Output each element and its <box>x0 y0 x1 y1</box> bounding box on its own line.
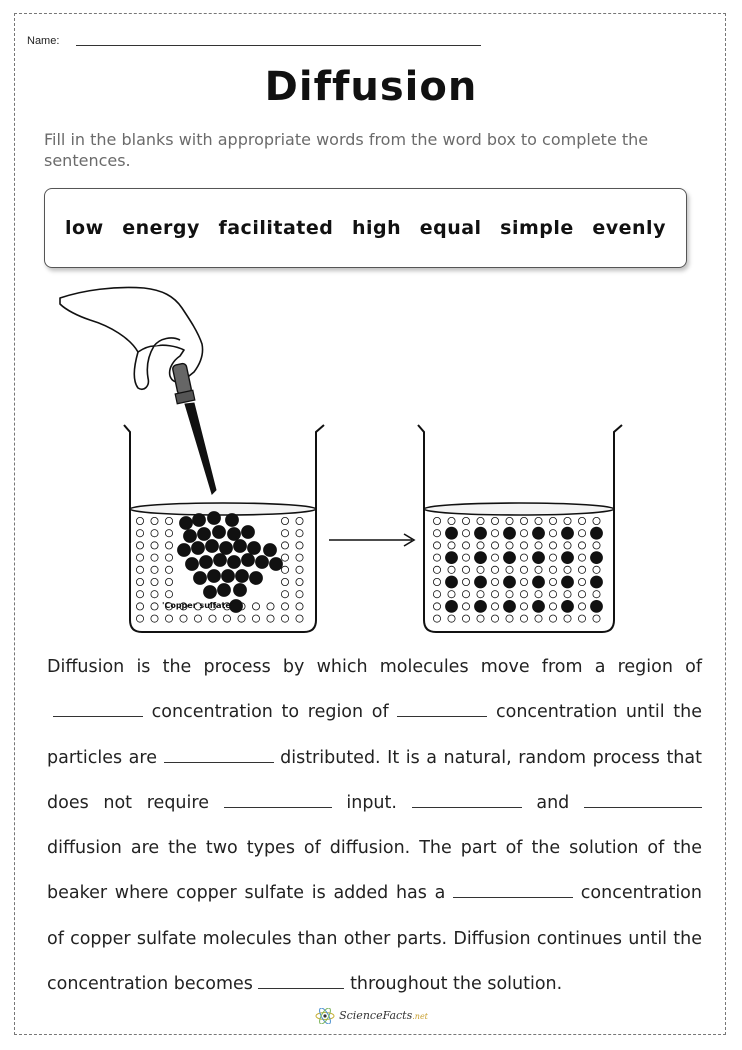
water-molecule <box>520 591 527 598</box>
copper-sulfate-particle <box>264 544 277 557</box>
sentence-part: and <box>536 792 570 813</box>
water-molecule <box>281 591 288 598</box>
water-molecule <box>281 566 288 573</box>
water-molecule <box>151 542 158 549</box>
water-molecule <box>448 591 455 598</box>
water-molecule <box>296 615 303 622</box>
copper-sulfate-particle <box>533 552 545 564</box>
footer-brand-text: ScienceFacts <box>339 1009 413 1022</box>
water-molecule <box>549 591 556 598</box>
water-molecule <box>578 578 585 585</box>
water-molecule <box>564 615 571 622</box>
word-box <box>44 188 687 268</box>
water-molecule <box>165 615 172 622</box>
water-molecule <box>564 542 571 549</box>
copper-sulfate-particle <box>562 600 574 612</box>
water-molecule <box>491 566 498 573</box>
water-molecule <box>491 554 498 561</box>
water-molecule <box>151 530 158 537</box>
water-molecule <box>578 603 585 610</box>
copper-sulfate-particle <box>214 554 227 567</box>
copper-sulfate-particle <box>228 556 241 569</box>
copper-sulfate-particle <box>250 572 263 585</box>
water-molecule <box>151 603 158 610</box>
water-molecule <box>549 530 556 537</box>
water-molecule <box>296 566 303 573</box>
copper-sulfate-particle <box>475 600 487 612</box>
copper-sulfate-particle <box>222 570 235 583</box>
water-molecule <box>462 566 469 573</box>
copper-sulfate-particle <box>213 526 226 539</box>
copper-sulfate-particle <box>193 514 206 527</box>
copper-sulfate-particle <box>194 572 207 585</box>
water-molecule <box>151 578 158 585</box>
sentence-part: concentration until the particles are <box>47 702 702 768</box>
copper-sulfate-particle <box>208 512 221 525</box>
word-evenly: evenly <box>592 217 666 239</box>
copper-sulfate-particle <box>186 558 199 571</box>
blank-4[interactable] <box>224 793 332 808</box>
water-molecule <box>151 591 158 598</box>
water-molecule <box>535 566 542 573</box>
water-molecule <box>433 566 440 573</box>
water-molecule <box>448 542 455 549</box>
water-molecule <box>165 578 172 585</box>
copper-sulfate-particle <box>533 527 545 539</box>
copper-sulfate-particle <box>236 570 249 583</box>
water-molecule <box>136 566 143 573</box>
water-molecule <box>296 578 303 585</box>
copper-sulfate-particle <box>242 554 255 567</box>
copper-sulfate-particle <box>200 556 213 569</box>
water-molecule <box>433 554 440 561</box>
water-molecule <box>433 578 440 585</box>
word-facilitated: facilitated <box>218 217 334 239</box>
name-label: Name: <box>27 35 60 47</box>
water-molecule <box>448 615 455 622</box>
water-molecule <box>136 554 143 561</box>
water-molecule <box>267 615 274 622</box>
water-molecule <box>593 566 600 573</box>
water-molecule <box>433 603 440 610</box>
water-molecule <box>491 542 498 549</box>
copper-sulfate-particle <box>248 542 261 555</box>
blank-3[interactable] <box>164 748 274 763</box>
water-molecule <box>506 591 513 598</box>
dropper-icon <box>172 363 216 494</box>
sentence-part: input. <box>346 792 397 813</box>
copper-sulfate-particle <box>591 600 603 612</box>
water-molecule <box>477 566 484 573</box>
beaker-right <box>418 425 622 632</box>
water-molecule <box>549 578 556 585</box>
instructions: Fill in the blanks with appropriate words from the word box to complete the sentences. <box>44 130 649 170</box>
water-molecule <box>477 542 484 549</box>
blank-7[interactable] <box>453 883 573 898</box>
water-molecule <box>296 517 303 524</box>
water-molecule <box>477 615 484 622</box>
copper-sulfate-particle <box>228 528 241 541</box>
water-molecule <box>520 603 527 610</box>
copper-sulfate-particle <box>218 584 231 597</box>
water-molecule <box>136 542 143 549</box>
copper-sulfate-particle <box>206 540 219 553</box>
water-molecule <box>448 566 455 573</box>
copper-sulfate-particle <box>504 552 516 564</box>
water-molecule <box>462 591 469 598</box>
word-low: low <box>65 217 104 239</box>
sentence-part: concentration of copper sulfate molecules than other parts. Diffusion continues until the concentration becomes <box>47 883 702 995</box>
water-molecule <box>151 554 158 561</box>
water-molecule <box>165 542 172 549</box>
atom-logo-icon <box>314 1008 336 1024</box>
water-molecule <box>593 591 600 598</box>
copper-sulfate-particle <box>533 600 545 612</box>
blank-2[interactable] <box>397 702 487 717</box>
copper-sulfate-label: 'Copper sulfate' <box>162 601 234 610</box>
copper-sulfate-particle <box>591 576 603 588</box>
arrow-icon <box>329 534 414 546</box>
footer-brand-suffix: .net <box>412 1012 428 1021</box>
water-molecule <box>578 615 585 622</box>
water-molecule <box>165 530 172 537</box>
copper-sulfate-particle <box>180 517 193 530</box>
water-molecule <box>520 578 527 585</box>
water-molecule <box>549 554 556 561</box>
water-molecule <box>491 615 498 622</box>
water-molecule <box>136 578 143 585</box>
water-molecule <box>520 517 527 524</box>
water-molecule <box>296 530 303 537</box>
word-equal: equal <box>419 217 482 239</box>
copper-sulfate-particle <box>234 584 247 597</box>
water-molecule <box>462 554 469 561</box>
copper-sulfate-particle <box>591 527 603 539</box>
name-field-line[interactable] <box>76 45 481 46</box>
water-molecule <box>165 566 172 573</box>
water-molecule <box>506 542 513 549</box>
word-simple: simple <box>500 217 574 239</box>
water-molecule <box>296 554 303 561</box>
copper-sulfate-particle <box>256 556 269 569</box>
water-molecule <box>462 615 469 622</box>
water-molecule <box>578 554 585 561</box>
water-molecule <box>491 530 498 537</box>
copper-sulfate-particle <box>475 576 487 588</box>
water-molecule <box>462 530 469 537</box>
water-molecule <box>462 578 469 585</box>
water-molecule <box>281 530 288 537</box>
water-molecule <box>151 517 158 524</box>
water-molecule <box>535 517 542 524</box>
water-molecule <box>593 517 600 524</box>
sentence-part: Diffusion is the process by which molecules move from a region of <box>47 657 702 677</box>
copper-sulfate-particle <box>446 527 458 539</box>
water-molecule <box>194 615 201 622</box>
water-molecule <box>223 615 230 622</box>
sentence-part: distributed. It is a natural, random process that does not require <box>47 747 702 813</box>
water-molecule <box>477 591 484 598</box>
water-molecule <box>165 591 172 598</box>
copper-sulfate-particle <box>192 542 205 555</box>
copper-sulfate-particle <box>475 552 487 564</box>
water-molecule <box>433 591 440 598</box>
water-molecule <box>252 615 259 622</box>
water-molecule <box>506 615 513 622</box>
water-molecule <box>578 542 585 549</box>
water-molecule <box>578 566 585 573</box>
water-molecule <box>433 517 440 524</box>
water-molecule <box>151 615 158 622</box>
page-title: Diffusion <box>264 64 478 110</box>
water-molecule <box>520 542 527 549</box>
water-molecule <box>491 603 498 610</box>
water-molecule <box>462 603 469 610</box>
water-molecule <box>520 615 527 622</box>
copper-sulfate-particle <box>533 576 545 588</box>
copper-sulfate-particle <box>591 552 603 564</box>
water-molecule <box>267 603 274 610</box>
sentence-part: diffusion are the two types of diffusion. The part of the solution of the beaker where copper sulfate is added has a <box>47 838 702 904</box>
water-molecule <box>578 517 585 524</box>
copper-sulfate-particle <box>242 526 255 539</box>
copper-sulfate-particle <box>226 514 239 527</box>
water-molecule <box>535 542 542 549</box>
water-molecule <box>506 566 513 573</box>
water-molecule <box>209 615 216 622</box>
copper-sulfate-particle <box>208 570 221 583</box>
water-molecule <box>281 578 288 585</box>
blank-6[interactable] <box>584 793 702 808</box>
water-molecule <box>535 591 542 598</box>
water-molecule <box>151 566 158 573</box>
beaker-left <box>124 425 324 632</box>
water-molecule <box>296 542 303 549</box>
copper-sulfate-particle <box>446 600 458 612</box>
word-energy: energy <box>122 217 200 239</box>
water-molecule <box>520 530 527 537</box>
copper-sulfate-particle <box>475 527 487 539</box>
sentence-part: throughout the solution. <box>350 974 563 995</box>
water-molecule <box>281 517 288 524</box>
copper-sulfate-particle <box>504 527 516 539</box>
copper-sulfate-particle <box>504 600 516 612</box>
fill-in-paragraph <box>47 645 702 1007</box>
water-molecule <box>296 591 303 598</box>
water-molecule <box>238 615 245 622</box>
copper-sulfate-particle <box>562 527 574 539</box>
blank-1[interactable] <box>53 702 143 717</box>
water-molecule <box>564 517 571 524</box>
blank-8[interactable] <box>258 974 344 989</box>
water-molecule <box>165 554 172 561</box>
water-molecule <box>520 566 527 573</box>
water-molecule <box>506 517 513 524</box>
copper-sulfate-particle <box>204 586 217 599</box>
water-molecule <box>477 517 484 524</box>
water-molecule <box>281 542 288 549</box>
water-molecule <box>535 615 542 622</box>
water-molecule <box>448 517 455 524</box>
copper-sulfate-particle <box>220 542 233 555</box>
water-molecule <box>180 615 187 622</box>
water-molecule <box>136 591 143 598</box>
copper-sulfate-particle <box>446 576 458 588</box>
copper-sulfate-particle <box>504 576 516 588</box>
copper-sulfate-particle <box>270 558 283 571</box>
water-molecule <box>462 517 469 524</box>
water-molecule <box>491 591 498 598</box>
water-molecule <box>491 517 498 524</box>
water-molecule <box>136 517 143 524</box>
water-molecule <box>564 566 571 573</box>
copper-sulfate-particle <box>234 540 247 553</box>
copper-sulfate-particle <box>178 544 191 557</box>
water-molecule <box>433 615 440 622</box>
water-molecule <box>593 615 600 622</box>
copper-sulfate-particle <box>198 528 211 541</box>
blank-5[interactable] <box>412 793 522 808</box>
water-molecule <box>296 603 303 610</box>
water-molecule <box>564 591 571 598</box>
copper-sulfate-particle <box>562 576 574 588</box>
water-molecule <box>578 530 585 537</box>
water-molecule <box>136 615 143 622</box>
water-molecule <box>549 542 556 549</box>
water-molecule <box>281 554 288 561</box>
water-molecule <box>491 578 498 585</box>
copper-sulfate-particle <box>562 552 574 564</box>
water-molecule <box>165 517 172 524</box>
water-molecule <box>136 603 143 610</box>
sentence-part: concentration to region of <box>151 702 389 723</box>
water-molecule <box>593 542 600 549</box>
water-molecule <box>578 591 585 598</box>
copper-sulfate-particle <box>184 530 197 543</box>
water-molecule <box>252 603 259 610</box>
water-molecule <box>433 530 440 537</box>
water-molecule <box>462 542 469 549</box>
water-molecule <box>549 603 556 610</box>
water-molecule <box>433 542 440 549</box>
diffusion-illustration <box>44 280 694 640</box>
water-molecule <box>549 615 556 622</box>
water-molecule <box>281 603 288 610</box>
footer-brand <box>0 1008 742 1024</box>
word-high: high <box>351 217 402 239</box>
water-molecule <box>136 530 143 537</box>
water-molecule <box>549 517 556 524</box>
copper-sulfate-particle <box>446 552 458 564</box>
water-molecule <box>520 554 527 561</box>
water-molecule <box>281 615 288 622</box>
water-molecule <box>549 566 556 573</box>
